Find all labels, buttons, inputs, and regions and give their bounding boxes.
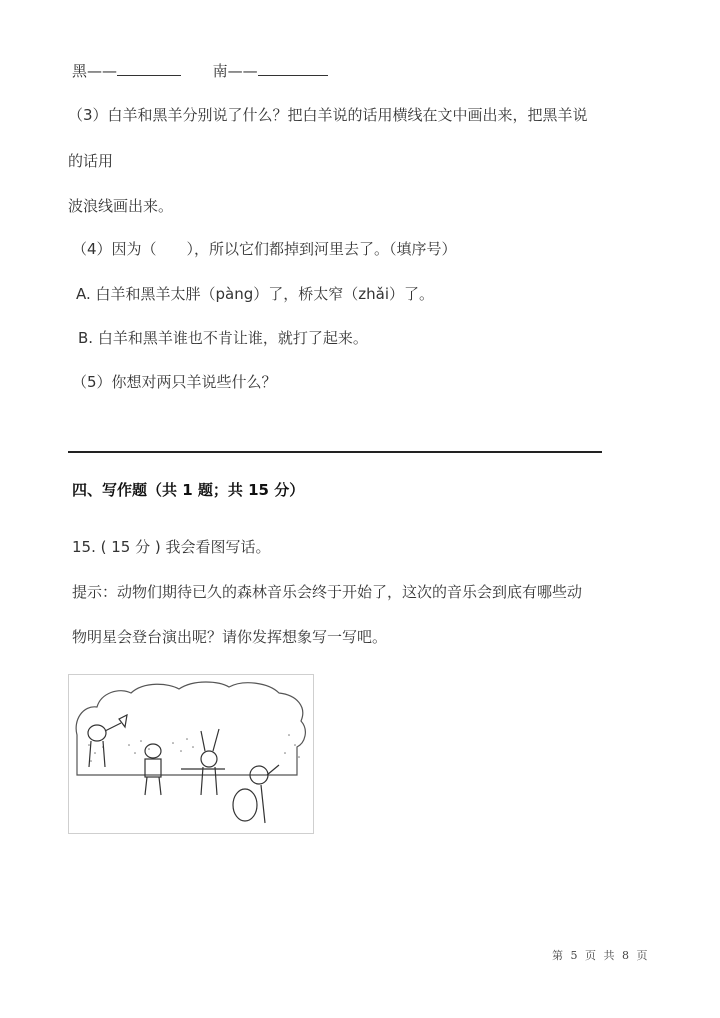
- q3-line-1: （3）白羊和黑羊分别说了什么？把白羊说的话用横线在文中画出来，把黑羊说: [68, 106, 588, 124]
- fill-dash-1: ——: [87, 62, 118, 80]
- section-4-title: 四、写作题（共 1 题；共 15 分）: [72, 481, 305, 499]
- q15-hint-line-1: 提示：动物们期待已久的森林音乐会终于开始了，这次的音乐会到底有哪些动: [72, 583, 583, 601]
- q3-line-3: 波浪线画出来。: [68, 197, 174, 215]
- q15-hint-line-2: 物明星会登台演出呢？请你发挥想象写一写吧。: [72, 628, 388, 646]
- q4-option-b: B. 白羊和黑羊谁也不肯让谁，就打了起来。: [78, 329, 368, 347]
- q15-header: 15. ( 15 分 ) 我会看图写话。: [72, 538, 271, 556]
- q4-option-a: A. 白羊和黑羊太胖（pàng）了，桥太窄（zhǎi）了。: [76, 285, 435, 303]
- q2-fill-row: [72, 61, 328, 81]
- fill-blank-2[interactable]: [258, 61, 328, 76]
- forest-concert-drawing: [69, 675, 313, 833]
- fill-char-2: 南: [212, 62, 228, 80]
- fill-blank-1[interactable]: [117, 61, 181, 76]
- q4-stem: （4）因为（ ），所以它们都掉到河里去了。（填序号）: [72, 240, 457, 258]
- q5-answer-line[interactable]: [68, 451, 602, 453]
- concert-illustration: [68, 674, 314, 834]
- fill-dash-2: ——: [227, 62, 258, 80]
- q3-line-2: 的话用: [68, 152, 114, 170]
- q5-stem: （5）你想对两只羊说些什么？: [72, 373, 277, 391]
- fill-char-1: 黑: [72, 62, 88, 80]
- page-number: 第 5 页 共 8 页: [552, 949, 650, 962]
